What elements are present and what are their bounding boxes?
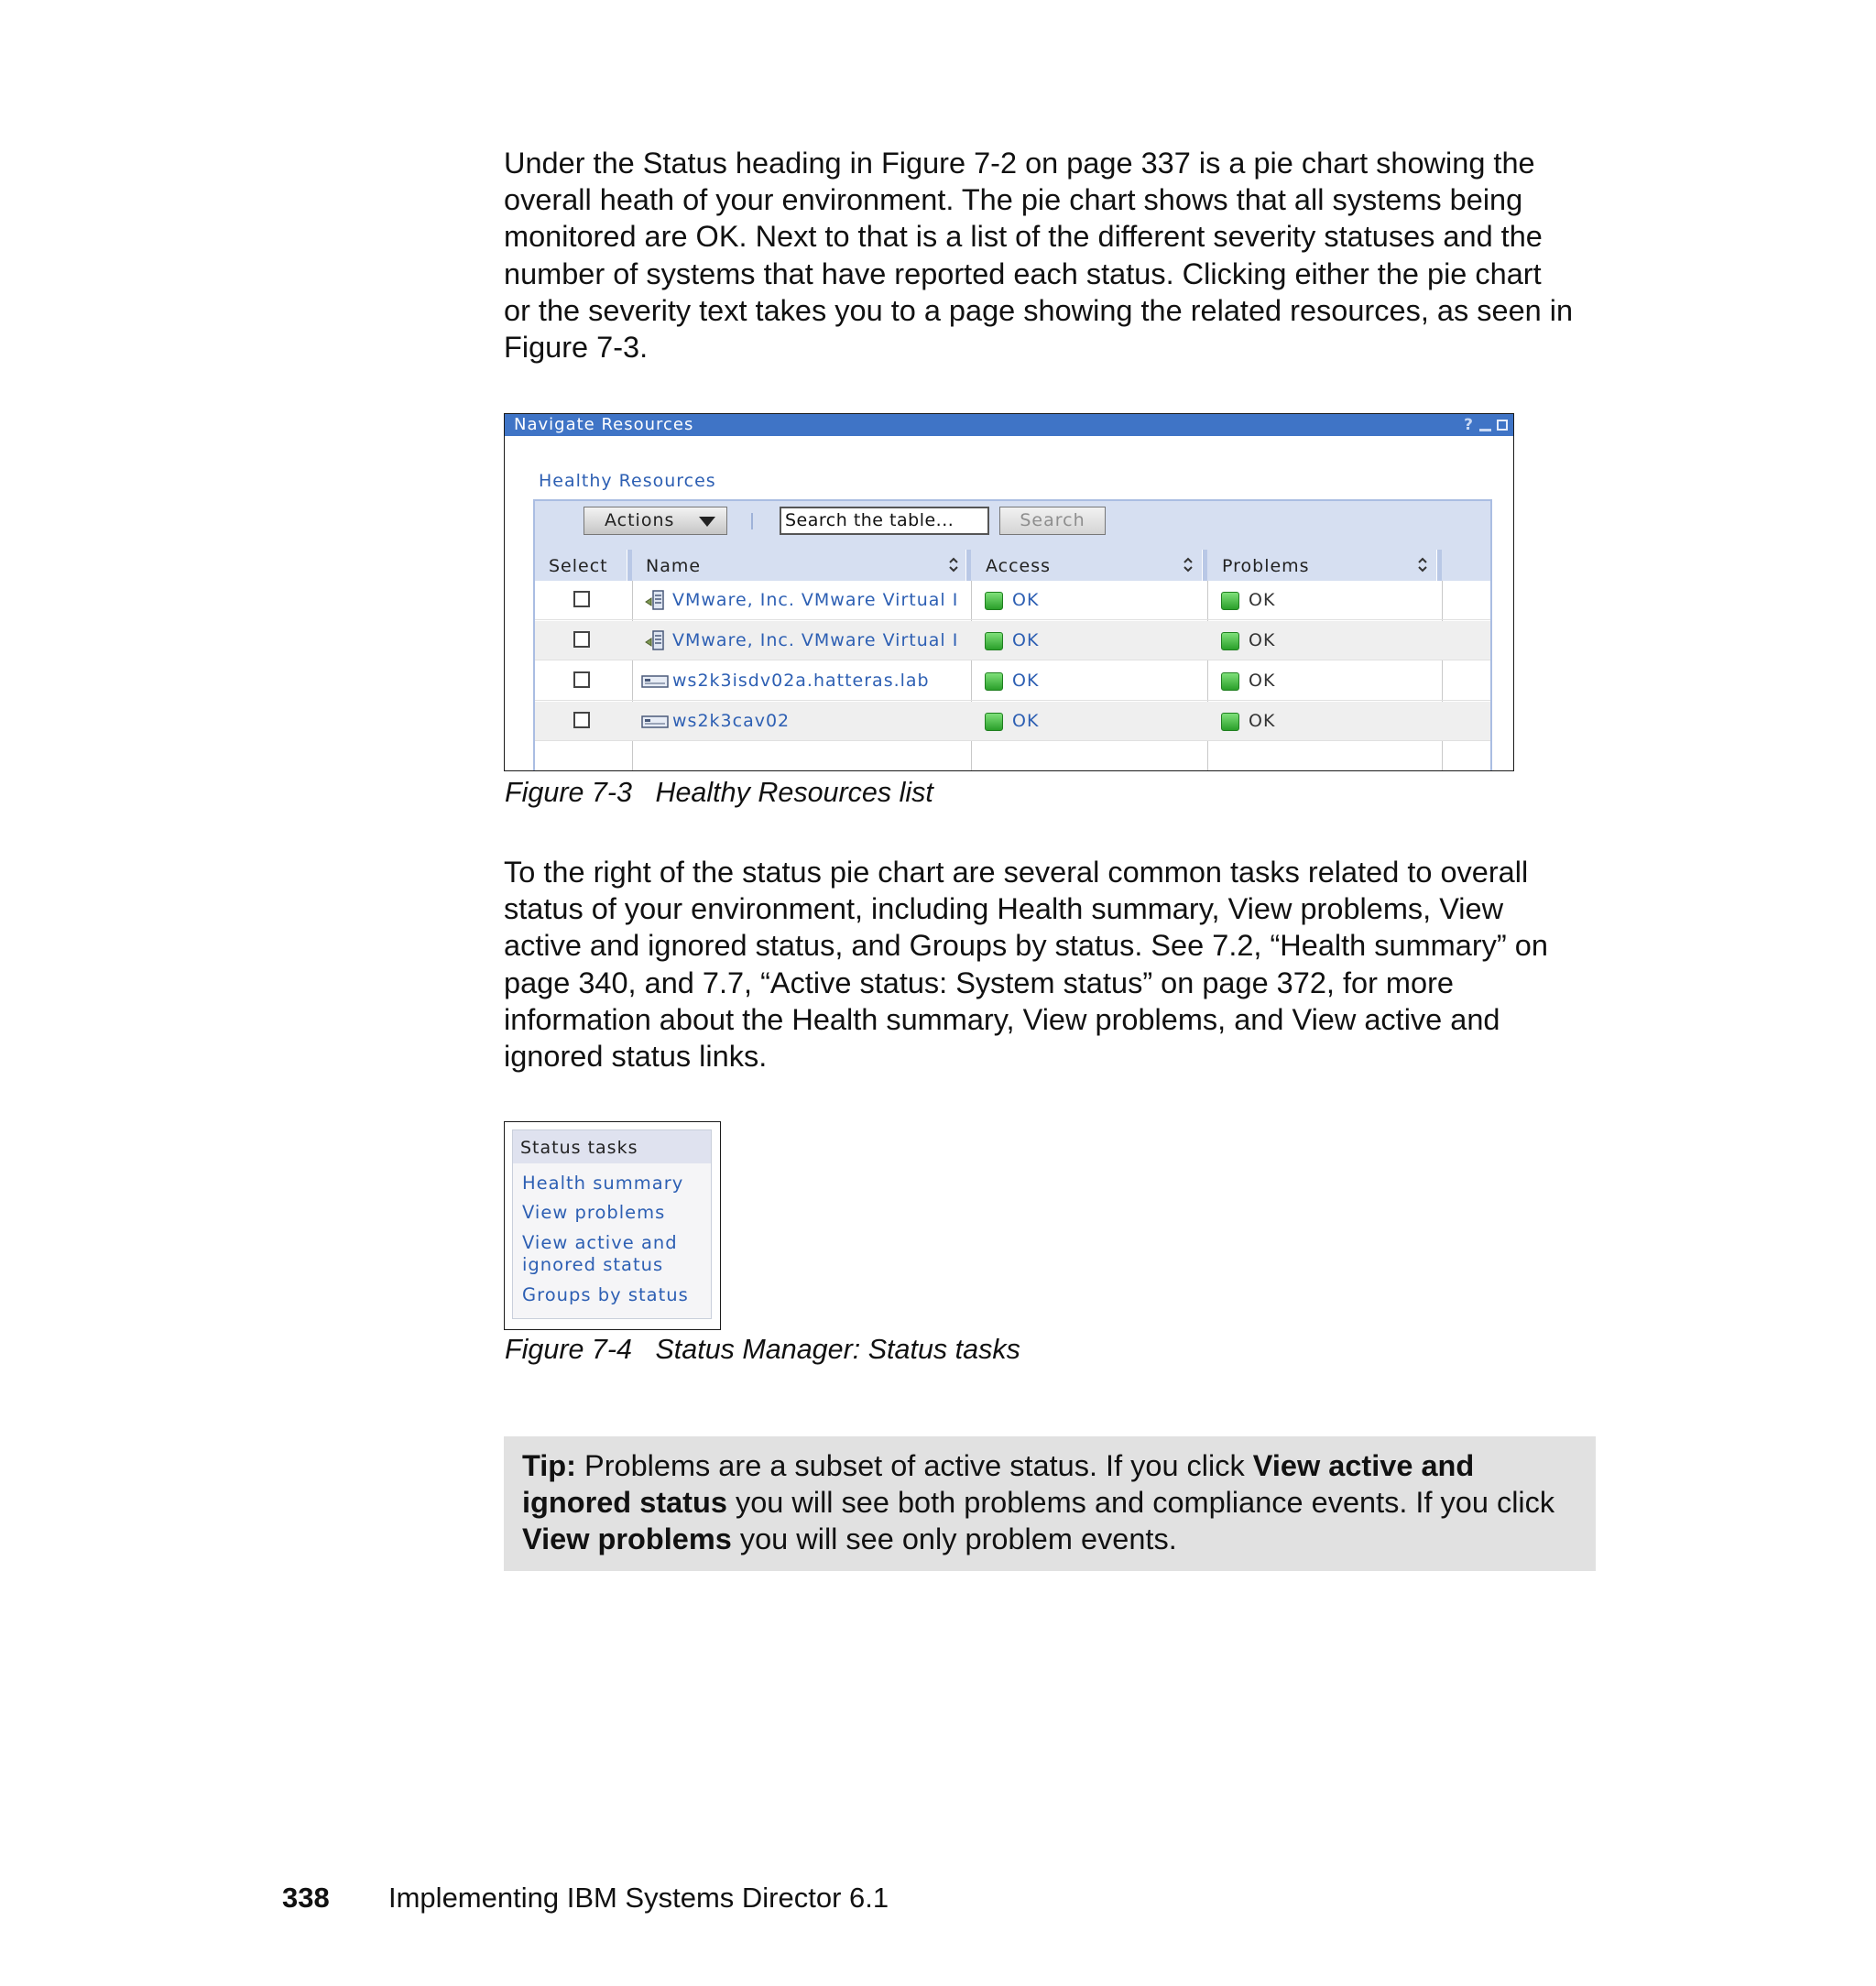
text-line: number of systems that have reported each status. Clicking either the pie chart: [504, 256, 1542, 290]
table-row[interactable]: [535, 661, 1490, 701]
window-controls: [1464, 416, 1508, 434]
ok-status-icon: [1221, 713, 1239, 731]
search-button[interactable]: Search: [999, 507, 1106, 535]
column-divider[interactable]: [1202, 550, 1207, 581]
access-status[interactable]: OK: [1012, 630, 1040, 650]
sort-icon[interactable]: [1417, 557, 1428, 573]
text-line: or the severity text takes you to a page showing the related resources, as seen in: [504, 293, 1574, 327]
text-line: Figure 7-3.: [504, 331, 649, 365]
sort-icon[interactable]: [1183, 557, 1194, 573]
tip-box: [504, 1436, 1596, 1571]
panel-title: Healthy Resources: [539, 471, 716, 491]
figure-7-3-caption: [505, 777, 933, 809]
table-row[interactable]: [535, 621, 1490, 660]
window-title-bar: [505, 414, 1513, 436]
problems-status: OK: [1249, 630, 1276, 650]
sort-icon[interactable]: [948, 557, 959, 573]
system-icon: [641, 673, 669, 690]
tip-text: Problems are a subset of active status. If you click: [575, 1449, 1253, 1482]
ok-status-icon: [1221, 592, 1239, 610]
column-divider[interactable]: [965, 550, 971, 581]
caption-number: Figure 7-4: [505, 1334, 633, 1365]
server-icon: [645, 590, 667, 612]
actions-dropdown[interactable]: [584, 507, 727, 535]
tip-bold: View active and: [1252, 1449, 1475, 1482]
tip-text: you will see both problems and compliance events. If you click: [726, 1486, 1555, 1520]
ok-status-icon: [985, 632, 1003, 650]
actions-label: Actions: [605, 510, 675, 530]
table-row[interactable]: [535, 702, 1490, 741]
row-checkbox[interactable]: [573, 712, 590, 728]
tip-bold: View problems: [522, 1522, 732, 1556]
text-line: ignored status links.: [504, 1040, 768, 1074]
book-title: Implementing IBM Systems Director 6.1: [388, 1882, 889, 1914]
text-line: monitored are OK. Next to that is a list of the different severity statuses and the: [504, 220, 1543, 254]
column-divider[interactable]: [627, 550, 632, 581]
status-tasks-paragraph: [504, 854, 1603, 1075]
problems-status: OK: [1249, 711, 1276, 731]
tip-line: [522, 1484, 1577, 1521]
column-header-select: Select: [549, 556, 608, 576]
problems-status: OK: [1249, 671, 1276, 691]
navigate-resources-window: [504, 413, 1514, 771]
text-line: To the right of the status pie chart are several common tasks related to overall: [504, 856, 1529, 889]
access-status[interactable]: OK: [1012, 711, 1040, 731]
tip-bold: ignored status: [522, 1486, 727, 1520]
column-header-problems[interactable]: Problems: [1222, 556, 1310, 576]
resource-name-link[interactable]: ws2k3cav02: [672, 711, 791, 731]
table-row[interactable]: [535, 581, 1490, 620]
view-active-ignored-link[interactable]: View active and: [522, 1232, 678, 1253]
search-input[interactable]: Search the table...: [780, 507, 989, 535]
tip-line: [522, 1521, 1577, 1557]
status-tasks-panel: [504, 1121, 721, 1330]
resource-name-link[interactable]: VMware, Inc. VMware Virtual I: [672, 630, 959, 650]
table-toolbar: [535, 501, 1490, 548]
column-divider[interactable]: [1436, 550, 1442, 581]
page-number: 338: [282, 1882, 330, 1914]
text-line: information about the Health summary, View problems, and View active and: [504, 1002, 1500, 1036]
toolbar-divider: [751, 513, 753, 529]
resource-name-link[interactable]: ws2k3isdv02a.hatteras.lab: [672, 671, 930, 691]
system-icon: [641, 714, 669, 730]
caption-number: Figure 7-3: [505, 777, 633, 808]
maximize-icon[interactable]: [1497, 420, 1508, 431]
access-status[interactable]: OK: [1012, 590, 1040, 610]
view-active-ignored-link[interactable]: ignored status: [522, 1254, 664, 1275]
text-line: overall heath of your environment. The pie chart shows that all systems being: [504, 183, 1523, 217]
intro-paragraph: [504, 145, 1603, 366]
text-line: active and ignored status, and Groups by status. See 7.2, “Health summary” on: [504, 929, 1548, 963]
tip-label: Tip:: [522, 1449, 576, 1482]
resources-table-panel: [533, 499, 1492, 771]
problems-status: OK: [1249, 590, 1276, 610]
minimize-icon[interactable]: [1479, 429, 1491, 431]
text-line: page 340, and 7.7, “Active status: System status” on page 372, for more: [504, 966, 1454, 999]
text-line: status of your environment, including Health summary, View problems, View: [504, 892, 1504, 926]
status-tasks-header: Status tasks: [513, 1130, 711, 1163]
access-status[interactable]: OK: [1012, 671, 1040, 691]
row-checkbox[interactable]: [573, 591, 590, 607]
groups-by-status-link[interactable]: Groups by status: [522, 1284, 689, 1305]
ok-status-icon: [1221, 632, 1239, 650]
tip-line: [522, 1447, 1577, 1484]
view-problems-link[interactable]: View problems: [522, 1202, 666, 1223]
resource-name-link[interactable]: VMware, Inc. VMware Virtual I: [672, 590, 959, 610]
row-checkbox[interactable]: [573, 631, 590, 648]
chevron-down-icon: [699, 517, 715, 527]
server-icon: [645, 630, 667, 652]
column-header-access[interactable]: Access: [986, 556, 1052, 576]
tip-text: you will see only problem events.: [731, 1522, 1177, 1556]
window-title: Navigate Resources: [514, 415, 694, 434]
caption-text: Healthy Resources list: [655, 777, 933, 808]
ok-status-icon: [1221, 672, 1239, 691]
row-checkbox[interactable]: [573, 671, 590, 688]
help-icon[interactable]: ?: [1464, 416, 1474, 434]
table-header: [535, 548, 1490, 581]
caption-text: Status Manager: Status tasks: [655, 1334, 1020, 1365]
health-summary-link[interactable]: Health summary: [522, 1173, 684, 1194]
ok-status-icon: [985, 672, 1003, 691]
ok-status-icon: [985, 713, 1003, 731]
status-tasks-box: [512, 1129, 712, 1319]
column-header-name[interactable]: Name: [646, 556, 702, 576]
text-line: Under the Status heading in Figure 7-2 on page 337 is a pie chart showing the: [504, 147, 1535, 180]
ok-status-icon: [985, 592, 1003, 610]
figure-7-4-caption: [505, 1334, 1020, 1366]
